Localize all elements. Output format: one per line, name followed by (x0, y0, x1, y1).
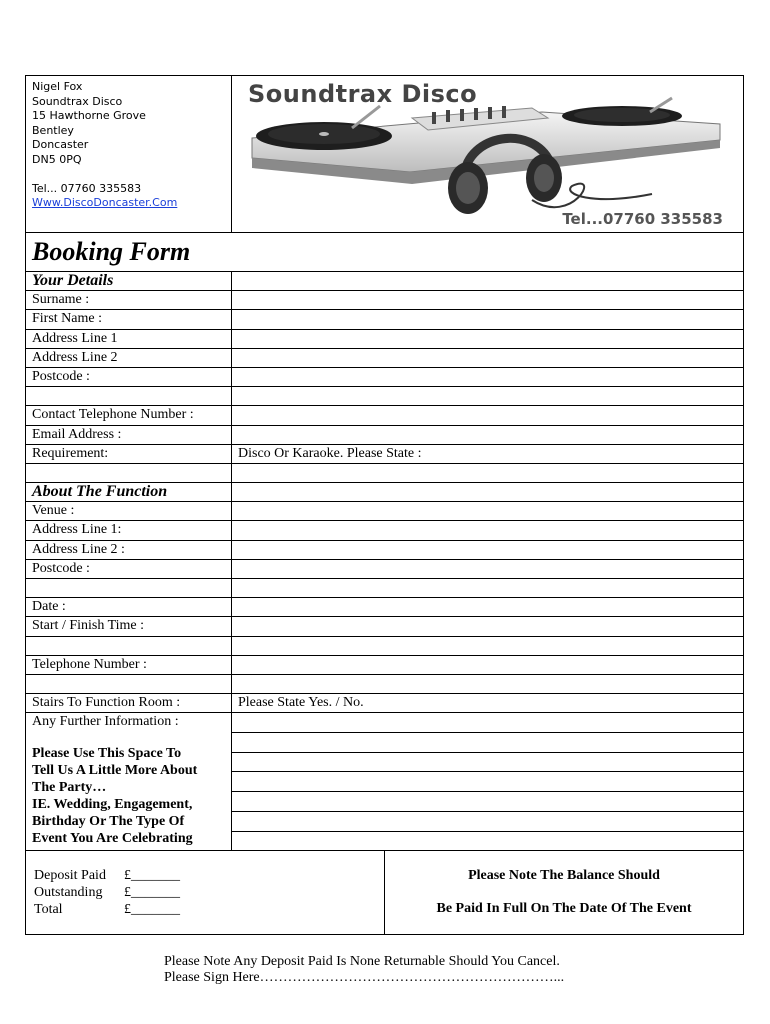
field-value[interactable] (232, 387, 743, 405)
image-tel: Tel...07760 335583 (562, 210, 723, 228)
title-row (26, 233, 743, 272)
write-line[interactable] (232, 812, 743, 832)
header (26, 76, 743, 233)
form-row (26, 464, 743, 483)
form-row (26, 637, 743, 656)
field-value[interactable] (232, 541, 743, 559)
form-row (26, 656, 743, 675)
field-label: Date : (26, 598, 232, 616)
party-note-line: Birthday Or The Type Of (32, 814, 185, 830)
section-heading: Your Details (26, 272, 232, 290)
party-note-line: Event You Are Celebrating (32, 831, 193, 847)
contact-tel: Tel... 07760 335583 (32, 181, 142, 195)
contact-block (26, 76, 232, 232)
field-value[interactable] (232, 579, 743, 597)
write-line[interactable] (232, 792, 743, 812)
form-row (26, 330, 743, 349)
party-note (32, 745, 231, 847)
contact-street: 15 Hawthorne Grove (32, 109, 146, 123)
write-line[interactable] (232, 832, 743, 851)
footer (164, 954, 564, 986)
write-line[interactable] (232, 713, 743, 733)
form-row (26, 521, 743, 540)
contact-name: Nigel Fox (32, 80, 83, 93)
field-value[interactable] (232, 521, 743, 539)
further-label: Any Further Information : (32, 714, 179, 730)
contact-company: Soundtrax Disco (32, 94, 123, 108)
form-row (26, 541, 743, 560)
party-note-line: Tell Us A Little More About (32, 763, 198, 779)
contact-town: Doncaster (32, 138, 89, 152)
field-label: Address Line 1: (26, 521, 232, 539)
field-value[interactable]: Please State Yes. / No. (238, 695, 364, 711)
form-row (26, 445, 743, 464)
field-label (26, 637, 232, 655)
field-value[interactable] (232, 502, 743, 520)
field-label: First Name : (26, 310, 232, 328)
field-value[interactable] (232, 310, 743, 328)
field-value[interactable] (232, 426, 743, 444)
outstanding-field[interactable]: £_______ (124, 885, 180, 901)
field-label: Postcode : (26, 560, 232, 578)
party-note-line: Please Use This Space To (32, 746, 182, 762)
total-label: Total (34, 902, 63, 918)
total-row (34, 901, 384, 918)
form-row (26, 310, 743, 329)
field-label: Surname : (26, 291, 232, 309)
outstanding-label: Outstanding (34, 885, 103, 901)
deposit-row (34, 867, 384, 884)
field-value[interactable] (232, 406, 743, 424)
field-value[interactable] (232, 598, 743, 616)
section-your-details (26, 272, 743, 291)
deposit-field[interactable]: £_______ (124, 868, 180, 884)
write-line[interactable] (232, 772, 743, 792)
balance-note-line2: Be Paid In Full On The Date Of The Event (436, 901, 692, 917)
signature-line[interactable]: Please Sign Here………………………………………………………... (164, 970, 565, 985)
field-value[interactable] (232, 464, 743, 482)
form-row (26, 579, 743, 598)
field-label (26, 675, 232, 693)
form-row (26, 387, 743, 406)
further-label-cell (26, 713, 232, 850)
payment-fields (26, 851, 385, 934)
field-value[interactable] (232, 637, 743, 655)
further-information (26, 713, 743, 851)
field-value[interactable] (232, 656, 743, 674)
form-row (26, 426, 743, 445)
outstanding-row (34, 884, 384, 901)
field-value[interactable] (232, 368, 743, 386)
field-label: Address Line 2 (26, 349, 232, 367)
form-row (26, 675, 743, 694)
field-label: Start / Finish Time : (26, 617, 232, 635)
field-label: Address Line 2 : (26, 541, 232, 559)
field-value[interactable] (232, 675, 743, 693)
write-line[interactable] (232, 753, 743, 773)
field-value[interactable] (232, 560, 743, 578)
brand-name: Soundtrax Disco (248, 80, 478, 108)
form-row (26, 406, 743, 425)
deposit-notice: Please Note Any Deposit Paid Is None Returnable Should You Cancel. (164, 954, 560, 969)
deposit-label: Deposit Paid (34, 868, 106, 884)
form-row (26, 291, 743, 310)
contact-area: Bentley (32, 123, 74, 137)
booking-form (25, 75, 744, 935)
field-label (26, 464, 232, 482)
dj-decks-image (232, 76, 743, 232)
field-label: Venue : (26, 502, 232, 520)
field-label: Email Address : (26, 426, 232, 444)
form-row (26, 694, 743, 713)
write-line[interactable] (232, 733, 743, 753)
section-about-function (26, 483, 743, 502)
form-row (26, 368, 743, 387)
field-label (26, 387, 232, 405)
field-label: Telephone Number : (26, 656, 232, 674)
field-value[interactable] (232, 349, 743, 367)
field-label: Stairs To Function Room : (26, 694, 232, 712)
form-row (26, 349, 743, 368)
balance-note (385, 851, 743, 934)
party-note-line: The Party… (32, 780, 107, 796)
field-value[interactable] (232, 617, 743, 635)
field-label: Address Line 1 (26, 330, 232, 348)
party-note-line: IE. Wedding, Engagement, (32, 797, 193, 813)
balance-note-line1: Please Note The Balance Should (468, 868, 660, 884)
field-label: Requirement: (26, 445, 232, 463)
payment-section (26, 851, 743, 934)
contact-postcode: DN5 0PQ (32, 152, 82, 166)
field-label: Contact Telephone Number : (26, 406, 232, 424)
form-row (26, 598, 743, 617)
section-heading: About The Function (26, 483, 232, 501)
field-label: Postcode : (26, 368, 232, 386)
further-lines[interactable] (232, 713, 743, 850)
form-row (26, 560, 743, 579)
field-value[interactable] (232, 291, 743, 309)
field-value[interactable] (232, 330, 743, 348)
form-row (26, 617, 743, 636)
form-title: Booking Form (32, 237, 191, 266)
total-field[interactable]: £_______ (124, 902, 180, 918)
field-value[interactable]: Disco Or Karaoke. Please State : (238, 445, 422, 461)
website-link[interactable]: Www.DiscoDoncaster.Com (32, 196, 178, 210)
form-row (26, 502, 743, 521)
field-label (26, 579, 232, 597)
